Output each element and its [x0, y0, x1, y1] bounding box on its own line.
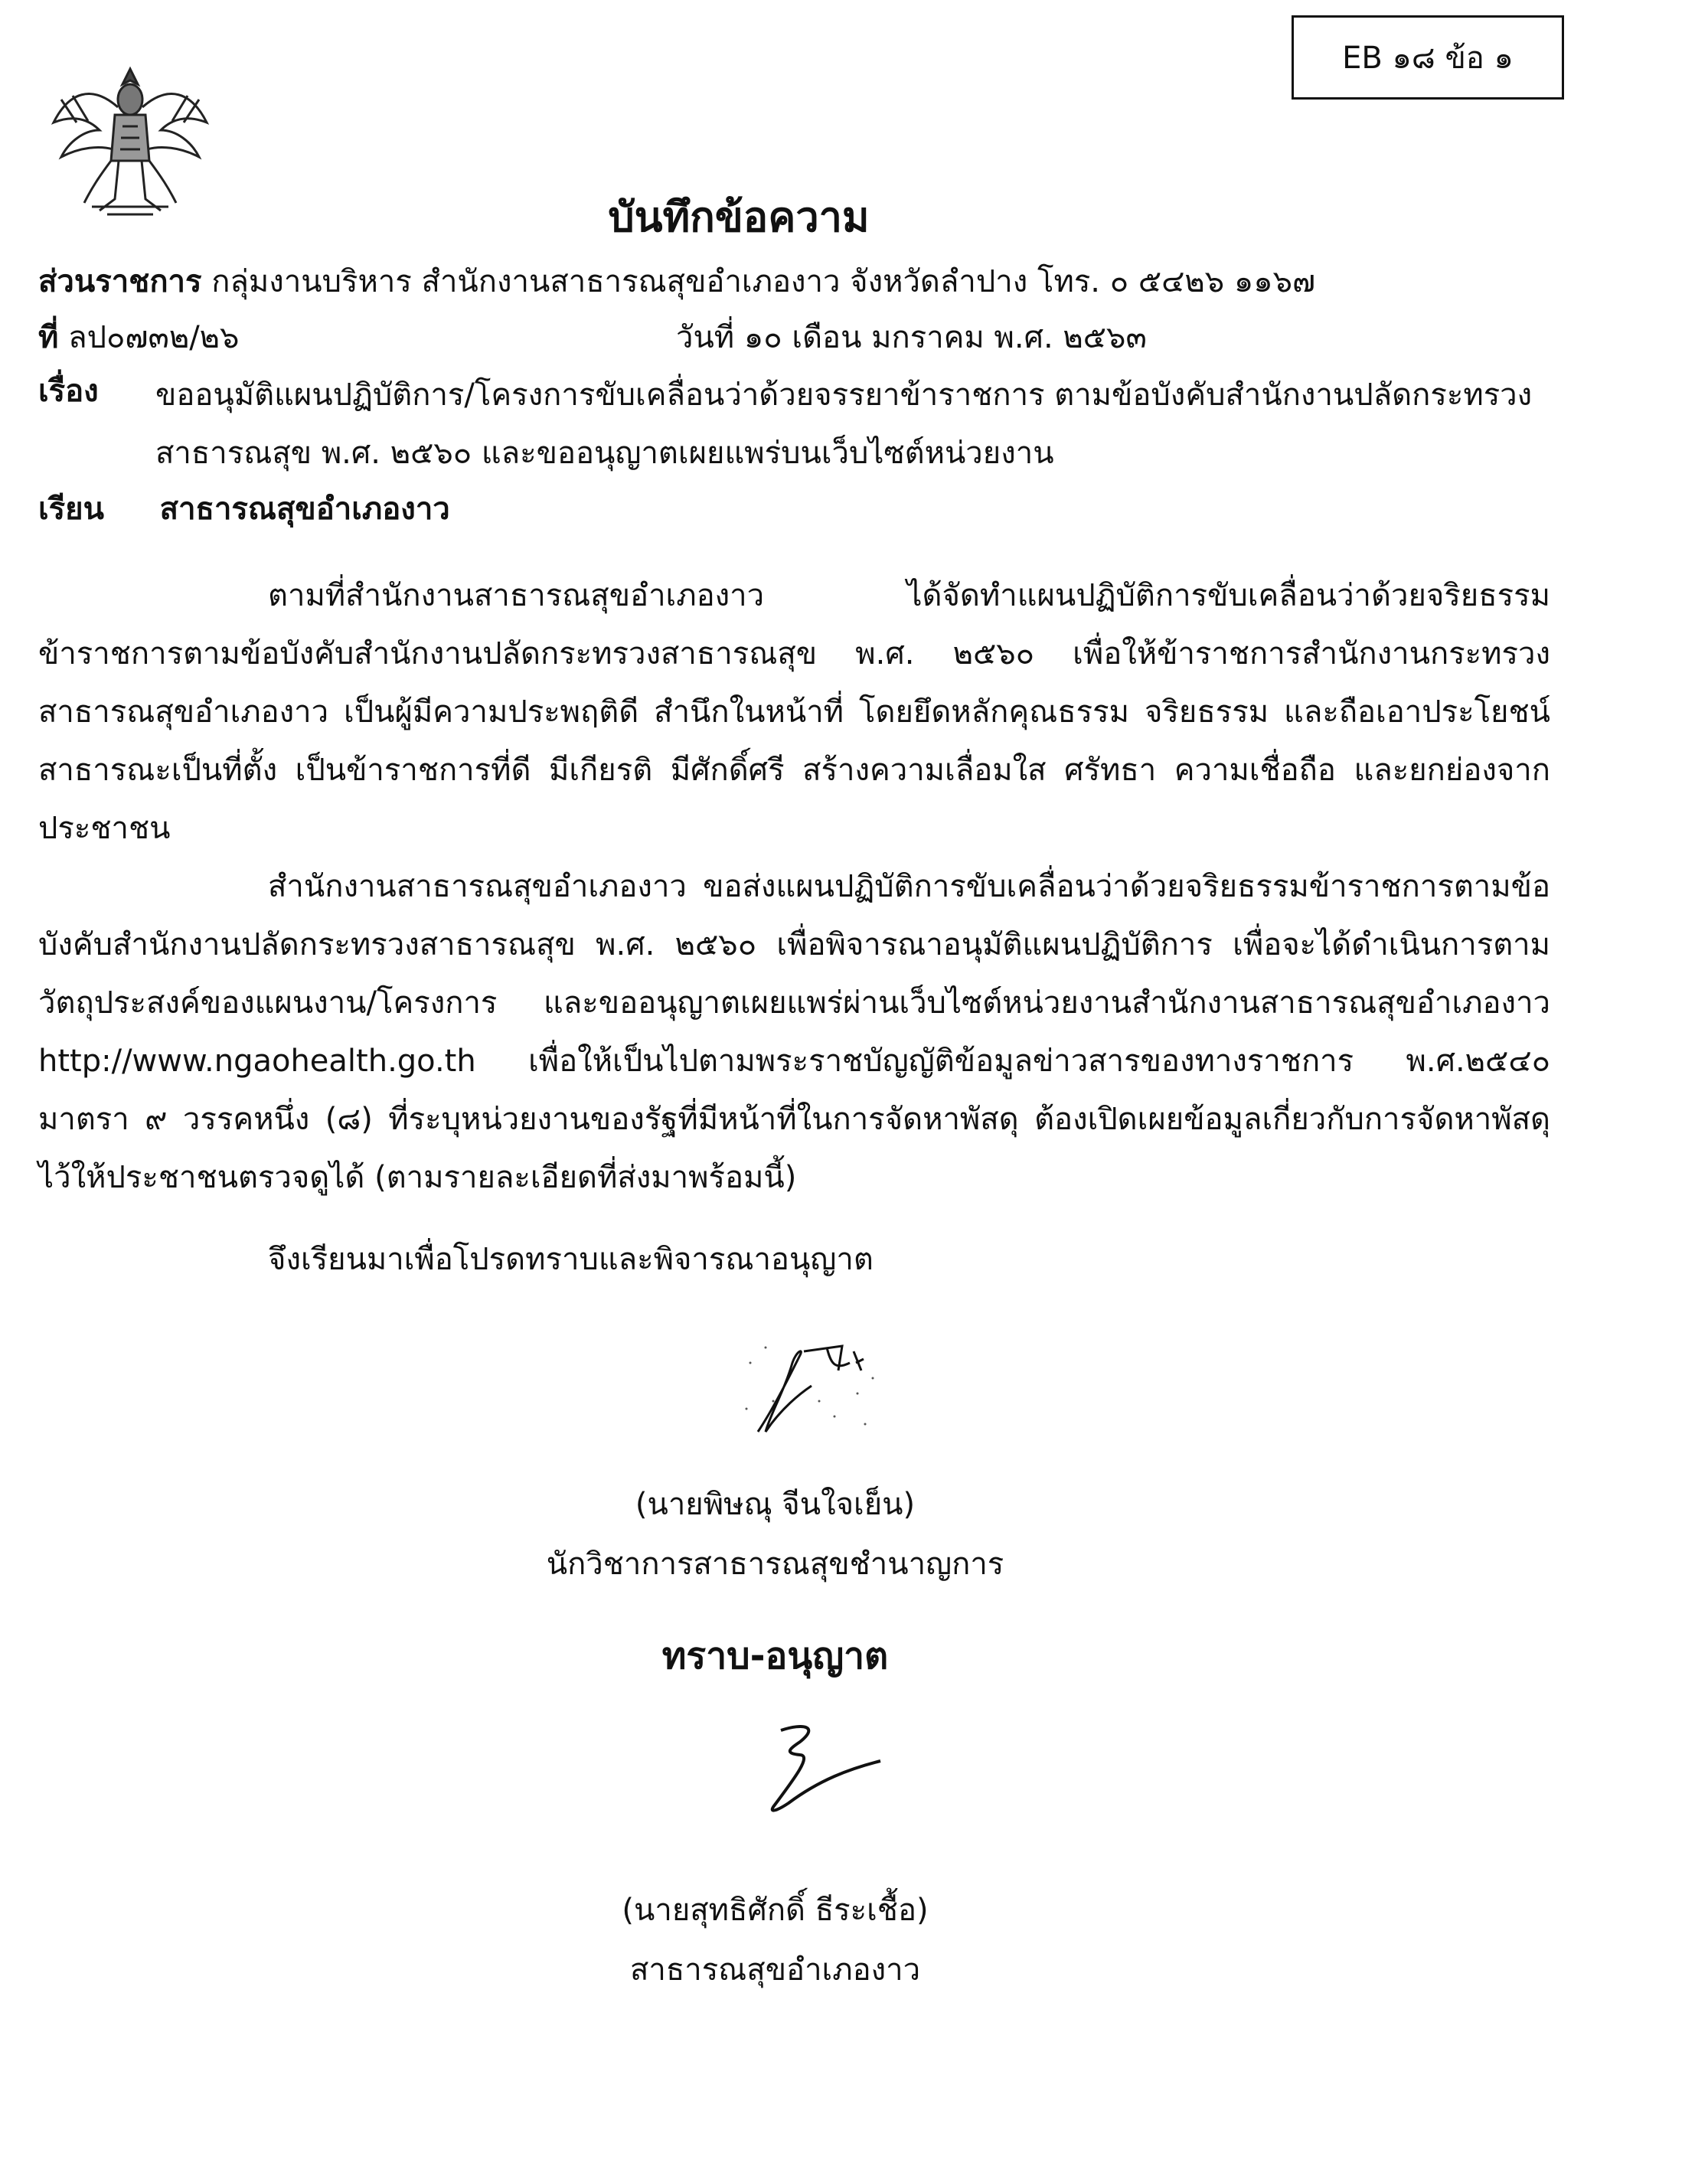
- body-paragraph-2: สำนักงานสาธารณสุขอำเภองาว ขอส่งแผนปฏิบัติการขับเคลื่อนว่าด้วยจริยธรรมข้าราชการตามข้อบังคับสำนักงานปลัดกระทรวงสาธารณสุข พ.ศ. ๒๕๖๐ เพื่อพิจารณาอนุมัติแผนปฏิบัติการ เพื่อจะได้ดำเนินการตามวัตถุประสงค์ของแผนงาน/โครงการ และขออนุญาตเผยแพร่ผ่านเว็บไซต์หน่วยงานสำนักงานสาธารณสุขอำเภองาว http://www.ngaohealth.go.th เพื่อให้เป็นไปตามพระราชบัญญัติข้อมูลข่าวสารของทางราชการ พ.ศ.๒๕๔๐ มาตรา ๙ วรรคหนึ่ง (๘) ที่ระบุหน่วยงานของรัฐที่มีหน้าที่ในการจัดหาพัสดุ ต้องเปิดเผยข้อมูลเกี่ยวกับการจัดหาพัสดุ ไว้ให้ประชาชนตรวจดูได้ (ตามรายละเอียดที่ส่งมาพร้อมนี้): [38, 869, 1550, 1195]
- recipient-line: [38, 484, 450, 533]
- reference-number: ลป๐๗๓๒/๒๖: [68, 320, 240, 355]
- agency-line: [38, 256, 1315, 305]
- recipient-label: เรียน: [38, 492, 104, 527]
- memo-date: วันที่ ๑๐ เดือน มกราคม พ.ศ. ๒๕๖๓: [676, 320, 1147, 355]
- subject-text: ขออนุมัติแผนปฏิบัติการ/โครงการขับเคลื่อนว่าด้วยจรรยาข้าราชการ ตามข้อบังคับสำนักงานปลัดกระทรวงสาธารณสุข พ.ศ. ๒๕๖๐ และขออนุญาตเผยแพร่บนเว็บไซต์หน่วยงาน: [155, 377, 1533, 471]
- reference-code-box: [1292, 15, 1564, 100]
- agency-value: กลุ่มงานบริหาร สำนักงานสาธารณสุขอำเภองาว จังหวัดลำปาง โทร. ๐ ๕๔๒๖ ๑๑๖๗: [211, 264, 1316, 299]
- agency-label: ส่วนราชการ: [38, 264, 202, 299]
- recipient-value: สาธารณสุขอำเภองาว: [159, 492, 450, 527]
- reference-code: EB ๑๘ ข้อ ๑: [1342, 41, 1514, 76]
- signature-1: [727, 1317, 896, 1455]
- signer-2-name: (นายสุทธิศักดิ์ ธีระเชื้อ): [622, 1893, 929, 1928]
- body-paragraph-1: ตามที่สำนักงานสาธารณสุขอำเภองาว ได้จัดทำแผนปฏิบัติการขับเคลื่อนว่าด้วยจริยธรรมข้าราชการตามข้อบังคับสำนักงานปลัดกระทรวงสาธารณสุข พ.ศ. ๒๕๖๐ เพื่อให้ข้าราชการสำนักงานกระทรวงสาธารณสุขอำเภองาว เป็นผู้มีความประพฤติดี สำนึกในหน้าที่ โดยยึดหลักคุณธรรม จริยธรรม และถือเอาประโยชน์สาธารณะเป็นที่ตั้ง เป็นข้าราชการที่ดี มีเกียรติ มีศักดิ์ศรี สร้างความเลื่อมใส ศรัทธา ความเชื่อถือ และยกย่องจากประชาชน: [38, 578, 1550, 846]
- signature-2: [727, 1707, 896, 1845]
- signer-1-name: (นายพิษณุ จีนใจเย็น): [635, 1487, 916, 1522]
- subject-label: เรื่อง: [38, 374, 99, 409]
- closing-text: จึงเรียนมาเพื่อโปรดทราบและพิจารณาอนุญาต: [268, 1242, 874, 1277]
- memo-title: บันทึกข้อความ: [608, 193, 870, 241]
- approval-text: ทราบ-อนุญาต: [661, 1635, 889, 1678]
- reference-line: [38, 312, 239, 361]
- signer-1-position: นักวิชาการสาธารณสุขชำนาญการ: [546, 1547, 1004, 1582]
- signer-2-position: สาธารณสุขอำเภองาว: [629, 1952, 921, 1988]
- reference-label: ที่: [38, 320, 59, 355]
